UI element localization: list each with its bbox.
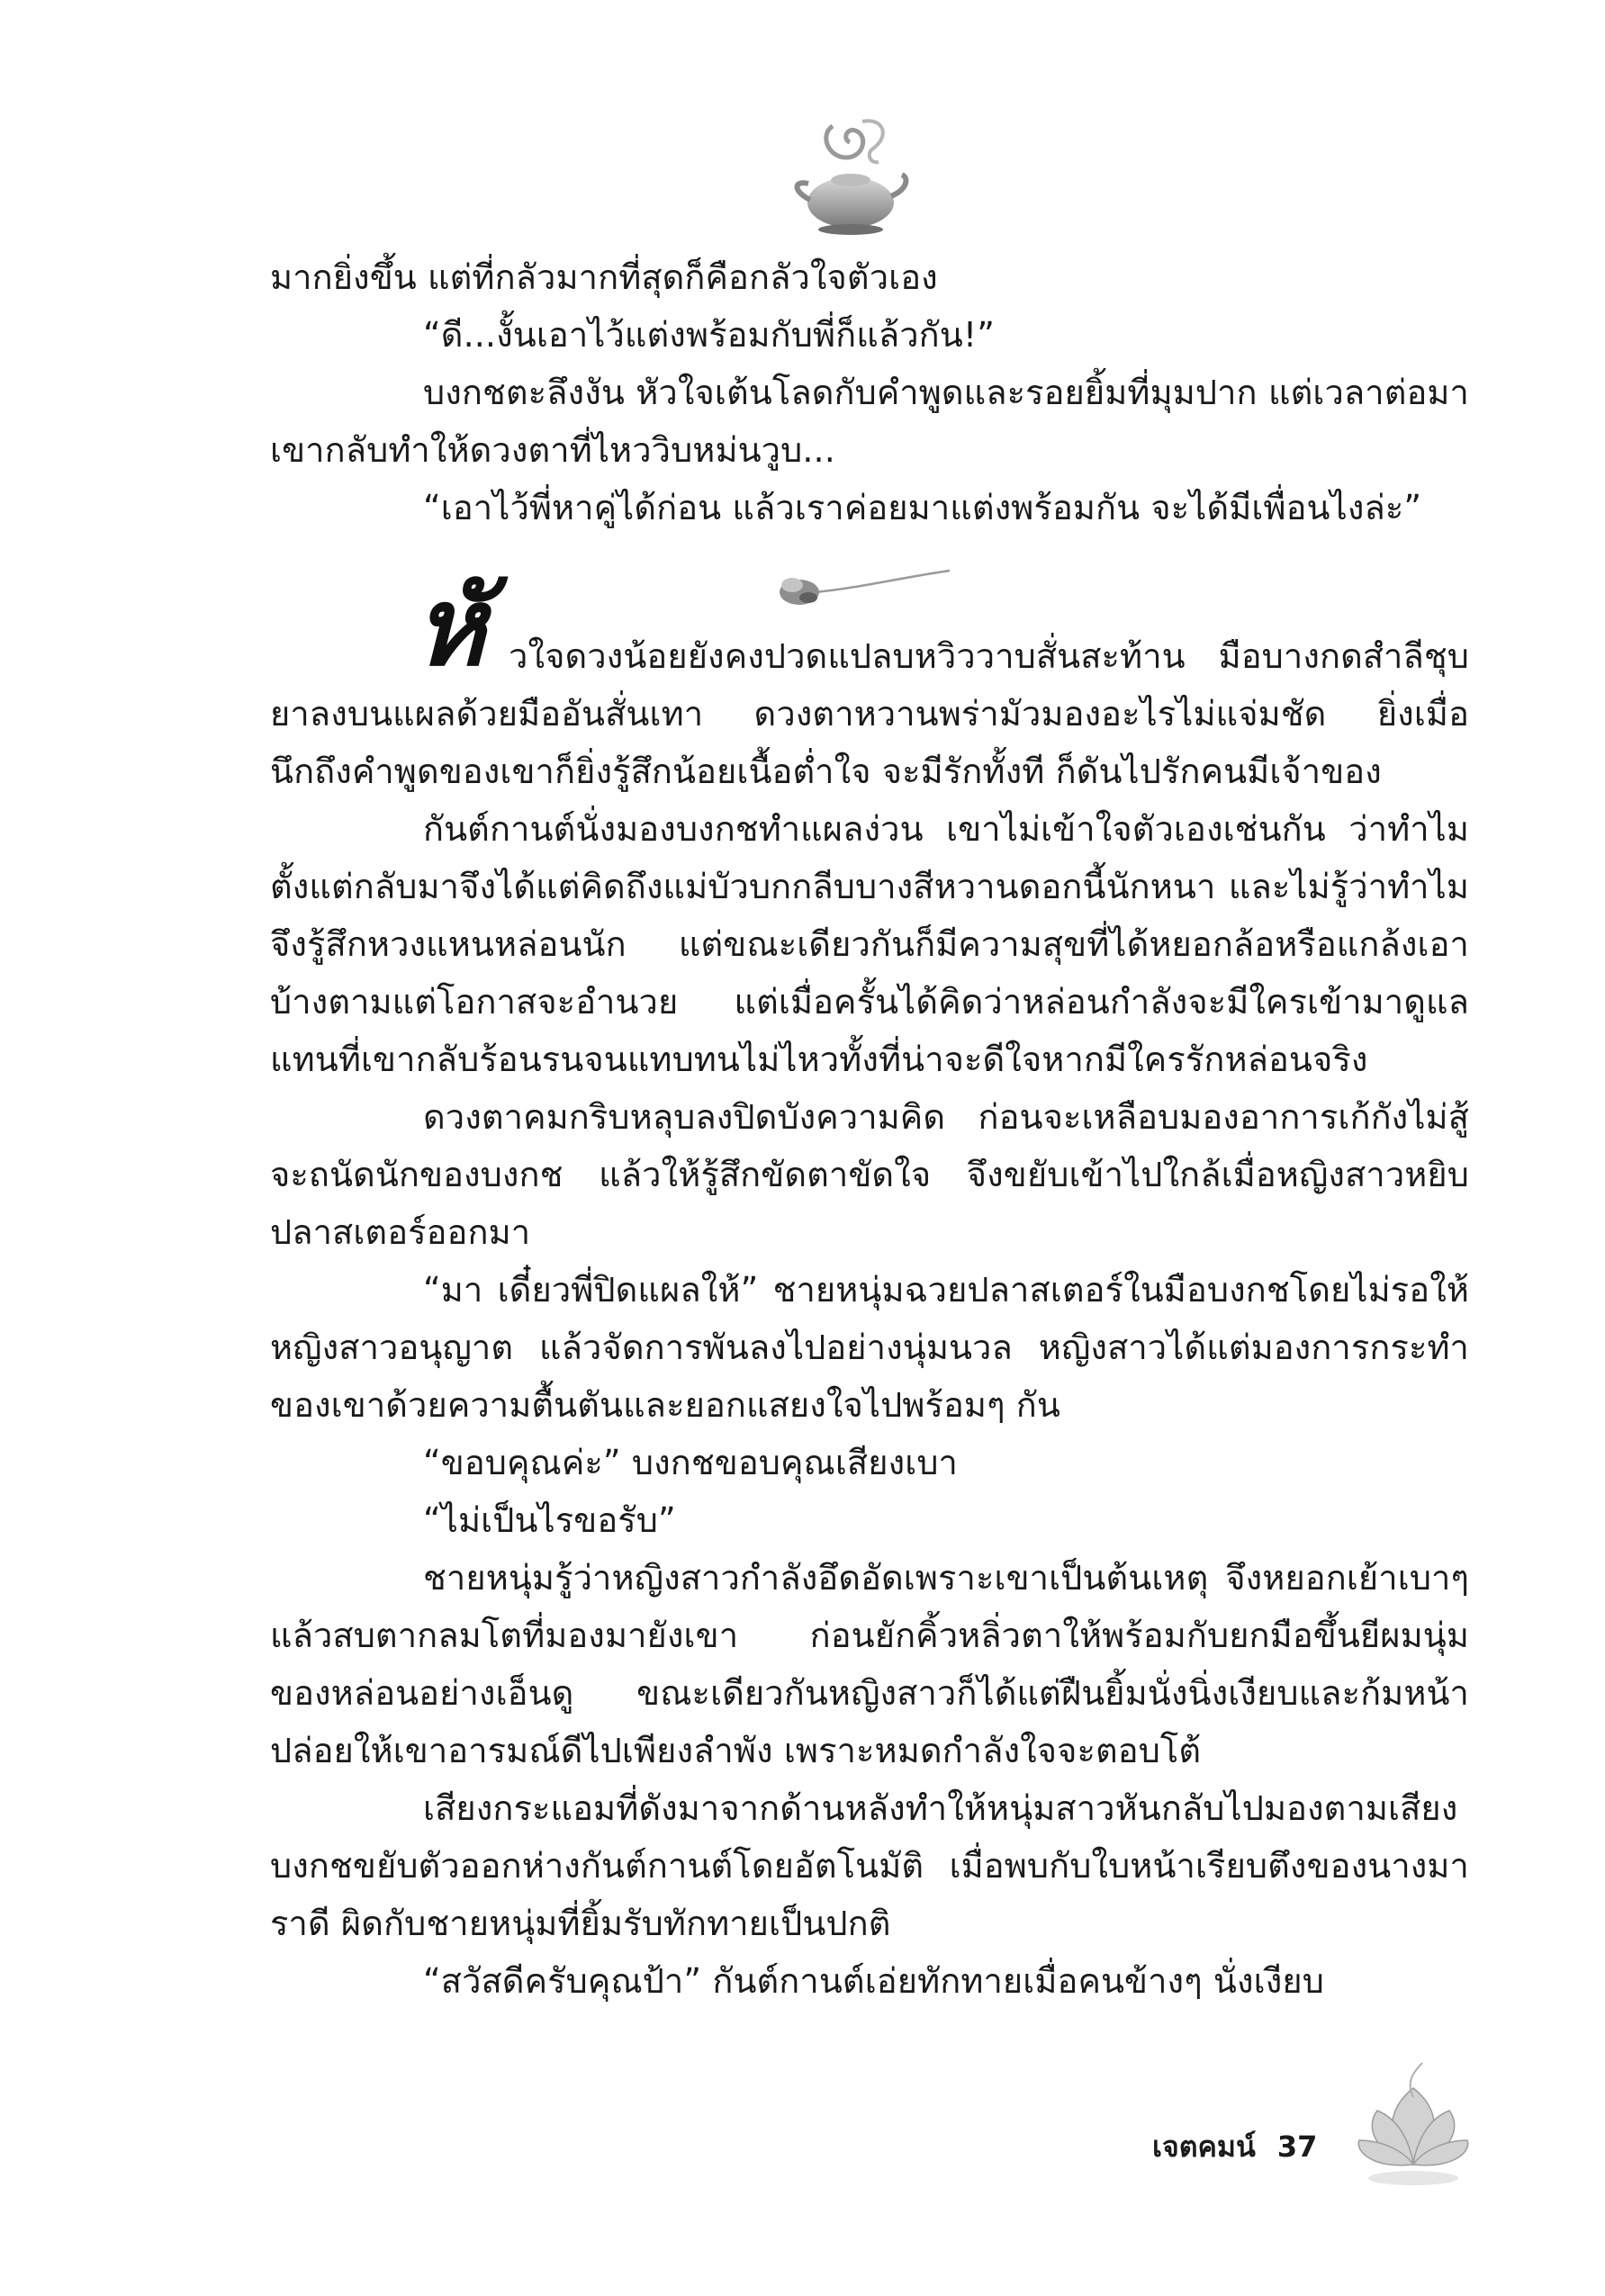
paragraph-8: “ไม่เป็นไรขอรับ” <box>423 1500 676 1540</box>
teapot-genie-icon <box>783 108 918 243</box>
top-text-block <box>270 248 1469 536</box>
flower-divider-icon <box>765 558 954 621</box>
paragraph-3: “เอาไว้พี่หาคู่ได้ก่อน แล้วเราค่อยมาแต่งพร้อมกัน จะได้มีเพื่อนไงล่ะ” <box>423 488 1422 527</box>
paragraph-4: กันต์กานต์นั่งมองบงกชทำแผลง่วน เขาไม่เข้าใจตัวเองเช่นกัน ว่าทำไมตั้งแต่กลับมาจึงได้แต่คิดถึงแม่บัวบกกลีบบางสีหวานดอกนี้นักหนา และไม่รู้ว่าทำไมจึงรู้สึกหวงแหนหล่อนนัก แต่ขณะเดียวกันก็มีความสุขที่ได้หยอกล้อหรือแกล้งเอาบ้างตามแต่โอกาสจะอำนวย แต่เมื่อครั้นได้คิดว่าหล่อนกำลังจะมีใครเข้ามาดูแลแทนที่เขากลับร้อนรนจนแทบทนไม่ไหวทั้งที่น่าจะดีใจหากมีใครรักหล่อนจริง <box>270 809 1469 1079</box>
paragraph-0: มากยิ่งขึ้น แต่ที่กลัวมากที่สุดก็คือกลัวใจตัวเอง <box>270 257 938 297</box>
paragraph-9: ชายหนุ่มรู้ว่าหญิงสาวกำลังอึดอัดเพราะเขาเป็นต้นเหตุ จึงหยอกเย้าเบาๆ แล้วสบตากลมโตที่มองมายังเขา ก่อนยักคิ้วหลิ่วตาให้พร้อมกับยกมือขึ้นยีผมนุ่มของหล่อนอย่างเอ็นดู ขณะเดียวกันหญิงสาวก็ได้แต่ฝืนยิ้มนั่งนิ่งเงียบและก้มหน้าปล่อยให้เขาอารมณ์ดีไปเพียงลำพัง เพราะหมดกำลังใจจะตอบโต้ <box>270 1558 1469 1770</box>
page-number: 37 <box>1276 2129 1318 2164</box>
lotus-icon <box>1350 2061 1476 2196</box>
main-text-block <box>270 563 1469 2010</box>
paragraph-6: “มา เดี๋ยวพี่ปิดแผลให้” ชายหนุ่มฉวยปลาสเตอร์ในมือบงกชโดยไม่รอให้หญิงสาวอนุญาต แล้วจัดการพันลงไปอย่างนุ่มนวล หญิงสาวได้แต่มองการกระทำของเขาด้วยความตื้นตันและยอกแสยงใจไปพร้อมๆ กัน <box>270 1270 1469 1425</box>
drop-cap: หั <box>414 563 486 690</box>
paragraph-11: “สวัสดีครับคุณป้า” กันต์กานต์เอ่ยทักทายเมื่อคนข้างๆ นั่งเงียบ <box>423 1961 1324 2001</box>
paragraph-10: เสียงกระแอมที่ดังมาจากด้านหลังทำให้หนุ่มสาวหันกลับไปมองตามเสียง บงกชขยับตัวออกห่างกันต์กานต์โดยอัตโนมัติ เมื่อพบกับใบหน้าเรียบตึงของนางมาราดี ผิดกับชายหนุ่มที่ยิ้มรับทักทายเป็นปกติ <box>270 1788 1469 1943</box>
footer-title: เจตคมน์ <box>1152 2129 1256 2164</box>
first-paragraph <box>270 563 1469 800</box>
page-footer <box>1152 2120 1317 2174</box>
first-paragraph-text: วใจดวงน้อยยังคงปวดแปลบหวิววาบสั่นสะท้าน มือบางกดสำลีชุบยาลงบนแผลด้วยมืออันสั่นเทา ดวงตาหวานพร่ามัวมองอะไรไม่แจ่มชัด ยิ่งเมื่อนึกถึงคำพูดของเขาก็ยิ่งรู้สึกน้อยเนื้อต่ำใจ จะมีรักทั้งที ก็ดันไปรักคนมีเจ้าของ <box>270 636 1469 791</box>
paragraph-7: “ขอบคุณค่ะ” บงกชขอบคุณเสียงเบา <box>423 1443 958 1482</box>
paragraph-5: ดวงตาคมกริบหลุบลงปิดบังความคิด ก่อนจะเหลือบมองอาการเก้กังไม่สู้จะถนัดนักของบงกช แล้วให้รู้สึกขัดตาขัดใจ จึงขยับเข้าไปใกล้เมื่อหญิงสาวหยิบปลาสเตอร์ออกมา <box>270 1097 1469 1252</box>
paragraph-2: บงกชตะลึงงัน หัวใจเต้นโลดกับคำพูดและรอยยิ้มที่มุมปาก แต่เวลาต่อมาเขากลับทำให้ดวงตาที่ไหววิบหม่นวูบ... <box>270 373 1469 470</box>
paragraph-1: “ดี...งั้นเอาไว้แต่งพร้อมกับพี่ก็แล้วกัน!” <box>423 315 995 355</box>
